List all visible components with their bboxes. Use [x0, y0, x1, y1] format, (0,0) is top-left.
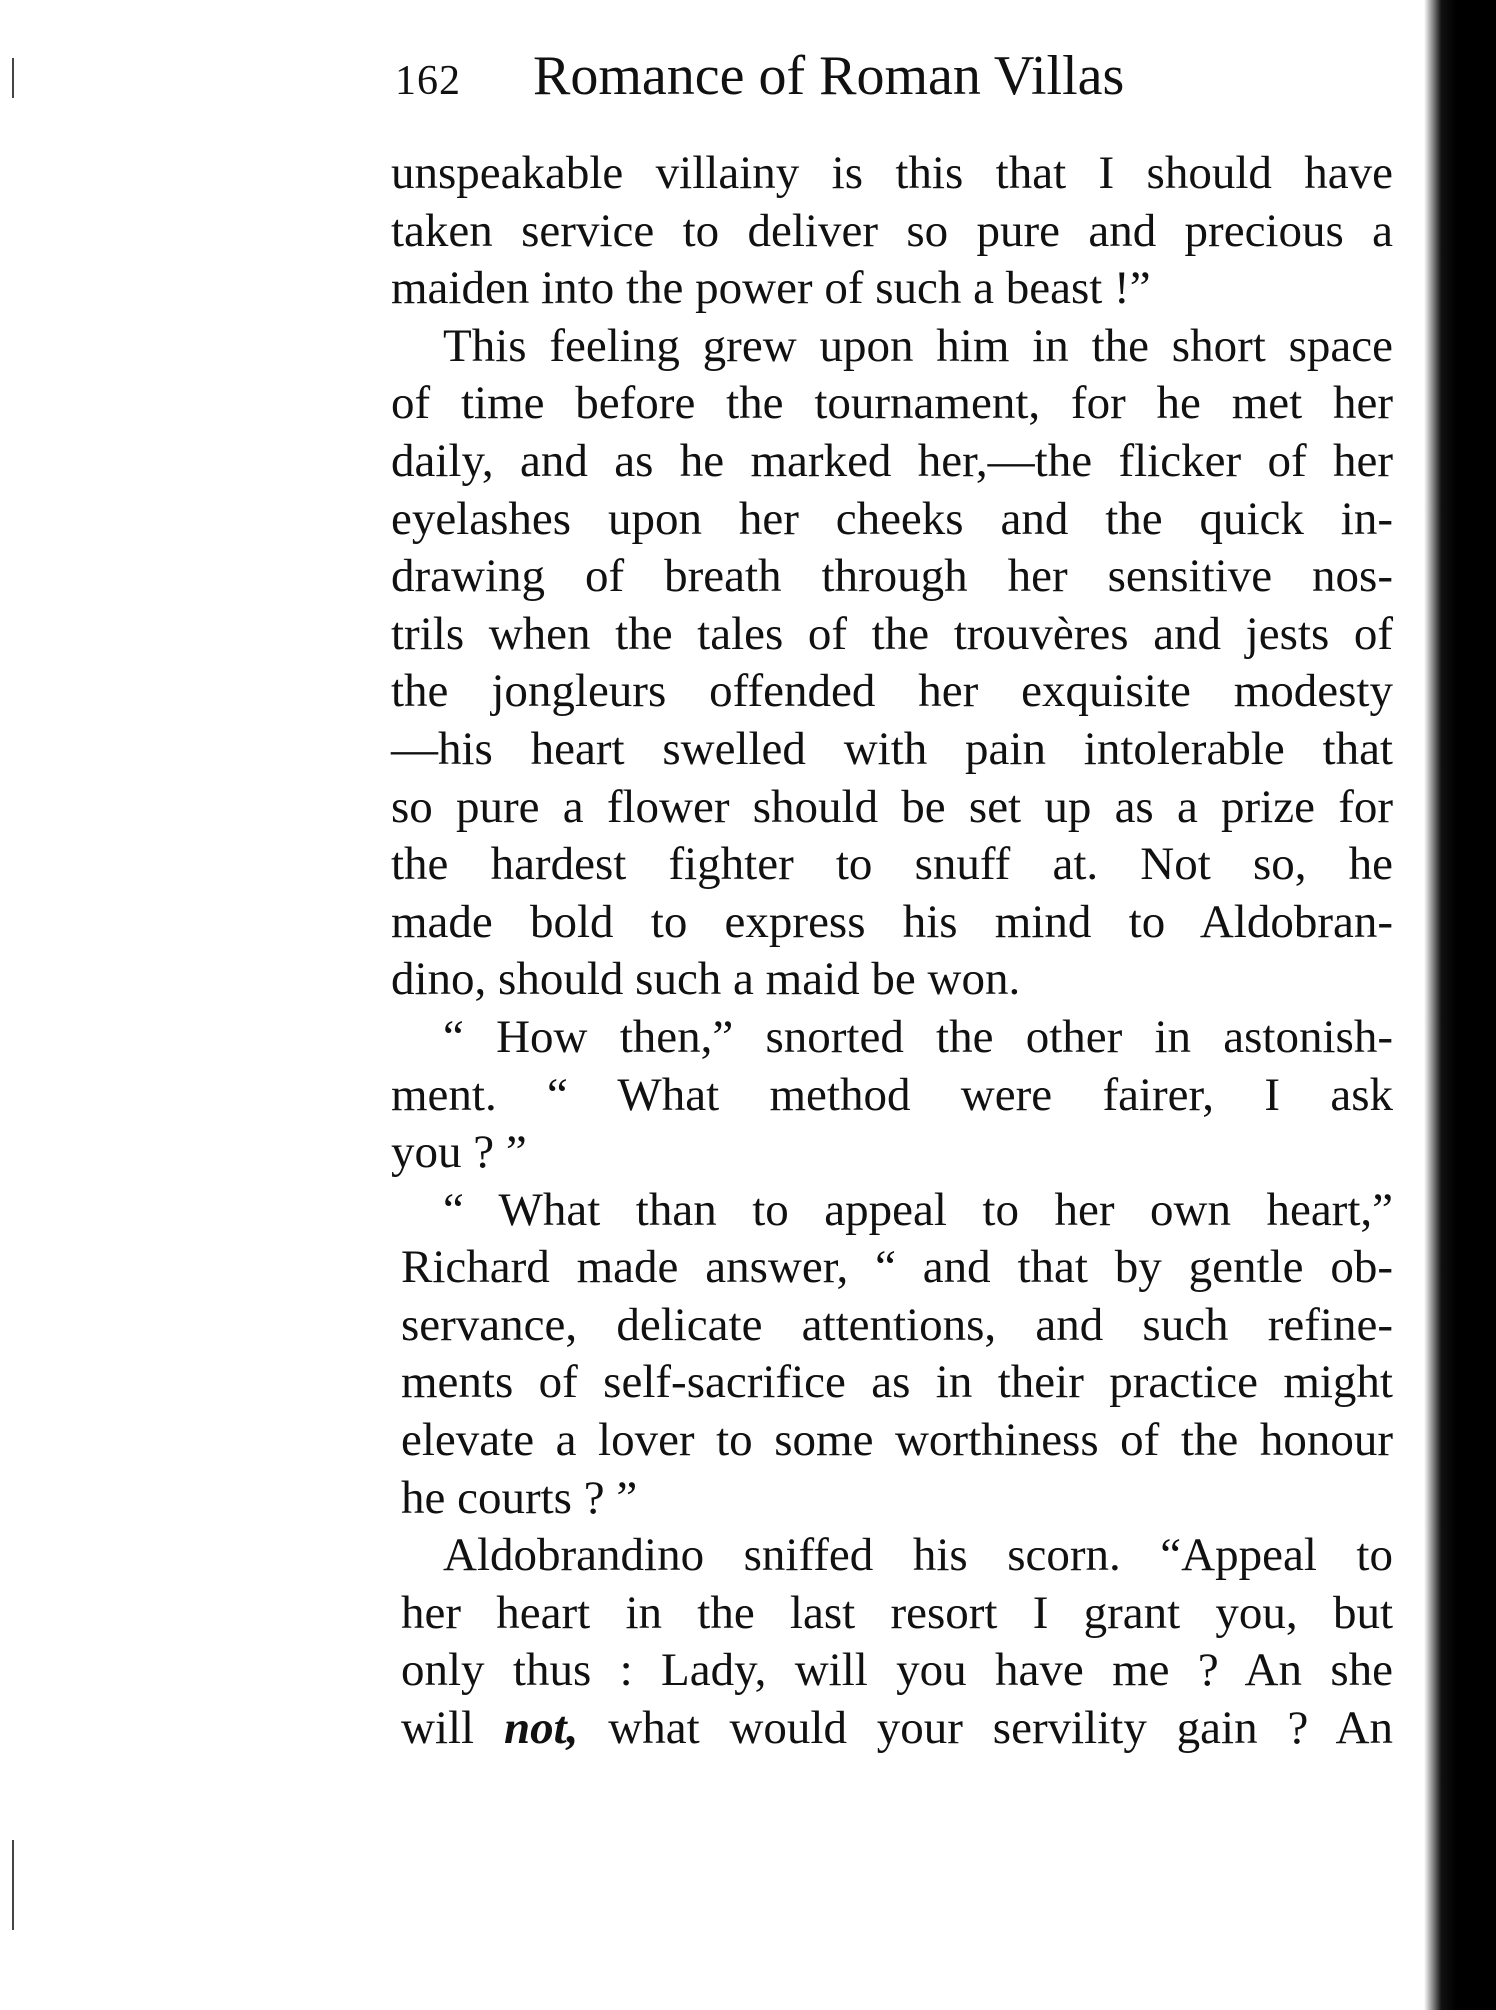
- text-line: —his heart swelled with pain intolerable that: [391, 722, 1393, 775]
- margin-mark: [12, 58, 14, 98]
- text-line: eyelashes upon her cheeks and the quick in-: [391, 492, 1393, 545]
- text-line: daily, and as he marked her,—the flicker of her: [391, 434, 1393, 487]
- text-line: the hardest fighter to snuff at. Not so, he: [391, 838, 1393, 891]
- text-line: servance, delicate attentions, and such refine-: [401, 1298, 1393, 1351]
- running-title: Romance of Roman Villas: [533, 45, 1125, 107]
- text-line: her heart in the last resort I grant you, but: [401, 1586, 1393, 1639]
- text-line: ments of self-sacrifice as in their practice might: [401, 1356, 1393, 1409]
- emphasized-word: not,: [503, 1702, 579, 1755]
- text-line: the jongleurs offended her exquisite modesty: [391, 665, 1393, 718]
- text-line: unspeakable villainy is this that I should have: [391, 147, 1393, 199]
- body-text: [391, 145, 1393, 1758]
- text-line-emphasis: [391, 1700, 1393, 1758]
- text-line: trils when the tales of the trouvères and jests of: [391, 607, 1393, 660]
- text-line: made bold to express his mind to Aldobran-: [391, 895, 1393, 948]
- text-line: taken service to deliver so pure and precious a: [391, 204, 1393, 257]
- text-line: Aldobrandino sniffed his scorn. “Appeal to: [443, 1529, 1393, 1582]
- text-line: maiden into the power of such a beast !”: [391, 262, 1151, 315]
- text-line: “ How then,” snorted the other in astonish-: [443, 1010, 1393, 1063]
- text-line: elevate a lover to some worthiness of the honour: [401, 1414, 1393, 1467]
- text-line: Richard made answer, “ and that by gentle ob-: [401, 1241, 1393, 1294]
- page-number: 162: [395, 58, 461, 104]
- text-fragment: will: [401, 1702, 504, 1755]
- book-gutter-shadow: [1424, 0, 1496, 2010]
- text-line: so pure a flower should be set up as a prize for: [391, 780, 1393, 833]
- text-fragment: what would your servility gain ? An: [578, 1702, 1393, 1755]
- text-line: dino, should such a maid be won.: [391, 953, 1021, 1006]
- page-header: [395, 36, 1295, 116]
- text-line: drawing of breath through her sensitive nos-: [391, 550, 1393, 603]
- text-line: he courts ? ”: [401, 1471, 638, 1524]
- text-line: you ? ”: [391, 1126, 527, 1179]
- margin-mark: [12, 1840, 14, 1930]
- text-line: only thus : Lady, will you have me ? An she: [401, 1644, 1393, 1697]
- text-line: This feeling grew upon him in the short space: [443, 319, 1393, 372]
- text-line: of time before the tournament, for he met her: [391, 377, 1393, 430]
- text-line: “ What than to appeal to her own heart,”: [443, 1183, 1393, 1236]
- text-line: ment. “ What method were fairer, I ask: [391, 1068, 1393, 1121]
